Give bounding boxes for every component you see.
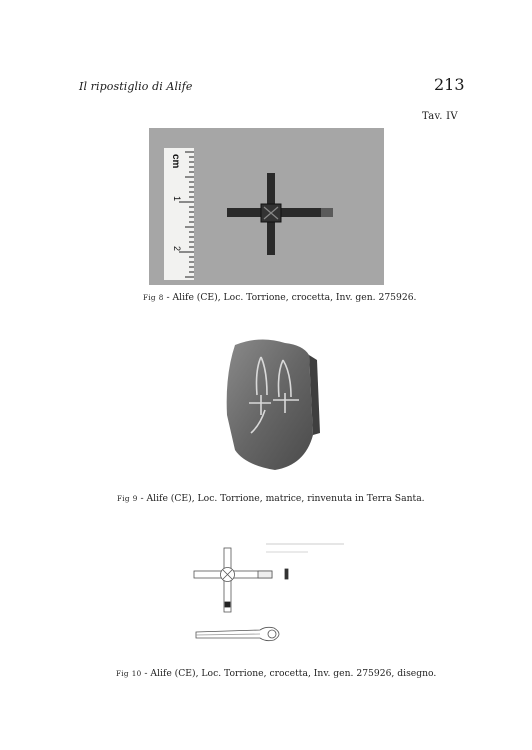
figure-10-label-num: 10 (131, 669, 142, 678)
figure-9-label-num: 9 (132, 494, 138, 503)
page-number: 213 (434, 75, 465, 94)
figure-10-drawing (190, 540, 350, 658)
figure-8-label-num: 8 (158, 293, 164, 302)
running-title: Il ripostiglio di Alife (79, 80, 193, 93)
plate-label: Tav. IV (422, 111, 458, 122)
ruler-unit-label: cm (170, 154, 181, 169)
ruler-tick-1: 1 (172, 196, 182, 202)
figure-8-photo (149, 128, 384, 285)
figure-9-label-abbr: Fig (117, 494, 130, 503)
figure-10-label-abbr: Fig (116, 669, 129, 678)
figure-10-caption-text: - Alife (CE), Loc. Torrione, crocetta, Inv. gen. 275926, disegno. (144, 668, 437, 679)
figure-9-caption (117, 493, 425, 504)
figure-8-caption-text: - Alife (CE), Loc. Torrione, crocetta, Inv. gen. 275926. (166, 292, 417, 303)
ruler-tick-2: 2 (172, 246, 182, 252)
figure-8-label-abbr: Fig (143, 293, 156, 302)
matrix-photo-svg (205, 315, 333, 481)
ruler (164, 148, 194, 280)
figure-8-caption (143, 292, 416, 303)
figure-10-caption (116, 668, 436, 679)
cross-drawing-svg (190, 540, 350, 658)
figure-9-caption-text: - Alife (CE), Loc. Torrione, matrice, rinvenuta in Terra Santa. (140, 493, 425, 504)
figure-9-photo (205, 315, 333, 481)
cross-photo-svg (149, 128, 384, 285)
